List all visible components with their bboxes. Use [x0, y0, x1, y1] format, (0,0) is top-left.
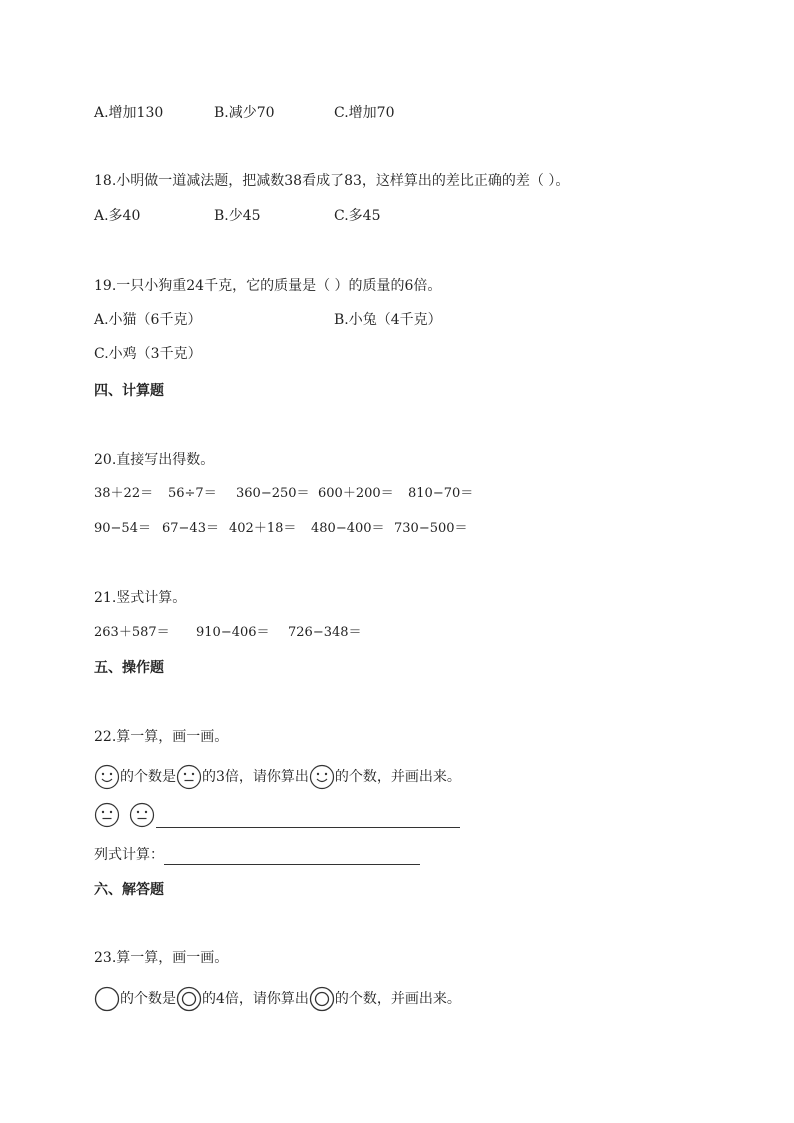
q23-statement [94, 986, 461, 1012]
q23-text-1: 的个数是 [120, 991, 176, 1007]
q18-option-a: A.多40 [94, 208, 141, 224]
double-circle-icon [176, 986, 202, 1012]
q20-r2-4: 480−400＝ [311, 521, 385, 536]
q20-r2-5: 730−500＝ [394, 521, 468, 536]
q21-item-1: 263＋587＝ [94, 625, 170, 640]
neutral-face-icon [129, 802, 155, 828]
q19-option-c: C.小鸡（3千克） [94, 346, 202, 362]
smile-face-icon [309, 764, 335, 790]
q23-text-3: 的个数，并画出来。 [334, 991, 461, 1007]
section-4-title: 四、计算题 [94, 383, 164, 399]
q20-r1-4: 600＋200＝ [318, 486, 394, 501]
q22-text-1: 的个数是 [120, 769, 176, 785]
q19-question: 19.一只小狗重24千克，它的质量是（ ）的质量的6倍。 [94, 278, 442, 294]
q22-text-3: 的个数，并画出来。 [334, 769, 461, 785]
q23-question: 23.算一算，画一画。 [94, 950, 229, 966]
q18-option-c: C.多45 [334, 208, 381, 224]
circle-icon [94, 986, 120, 1012]
q22-given-faces [94, 802, 155, 828]
q22-formula-label: 列式计算： [94, 847, 164, 863]
q17-option-c: C.增加70 [334, 105, 395, 121]
q20-r2-2: 67−43＝ [162, 521, 219, 536]
q17-option-b: B.减少70 [214, 105, 275, 121]
q20-r2-3: 402＋18＝ [229, 521, 297, 536]
q22-formula-row [94, 845, 420, 865]
smile-face-icon [94, 764, 120, 790]
q20-r1-3: 360−250＝ [236, 486, 310, 501]
q22-formula-blank[interactable] [164, 850, 420, 865]
q18-question: 18.小明做一道减法题，把减数38看成了83，这样算出的差比正确的差（ ）。 [94, 173, 570, 189]
q21-item-2: 910−406＝ [196, 625, 270, 640]
q23-text-2: 的4倍，请你算出 [202, 991, 309, 1007]
q19-option-a: A.小猫（6千克） [94, 312, 202, 328]
double-circle-icon [309, 986, 335, 1012]
q20-r1-5: 810−70＝ [408, 486, 474, 501]
q18-option-b: B.少45 [214, 208, 261, 224]
q21-item-3: 726−348＝ [288, 625, 362, 640]
section-5-title: 五、操作题 [94, 660, 164, 676]
q17-option-a: A.增加130 [94, 105, 164, 121]
q20-r2-1: 90−54＝ [94, 521, 151, 536]
section-6-title: 六、解答题 [94, 882, 164, 898]
neutral-face-icon [176, 764, 202, 790]
q22-question: 22.算一算，画一画。 [94, 729, 229, 745]
q20-r1-2: 56÷7＝ [168, 486, 217, 501]
neutral-face-icon [94, 802, 120, 828]
q20-r1-1: 38＋22＝ [94, 486, 154, 501]
q20-question: 20.直接写出得数。 [94, 452, 215, 468]
q22-statement [94, 764, 461, 790]
q19-option-b: B.小兔（4千克） [334, 312, 442, 328]
q21-question: 21.竖式计算。 [94, 590, 187, 606]
q22-draw-line[interactable] [156, 827, 460, 828]
q22-text-2: 的3倍，请你算出 [202, 769, 309, 785]
